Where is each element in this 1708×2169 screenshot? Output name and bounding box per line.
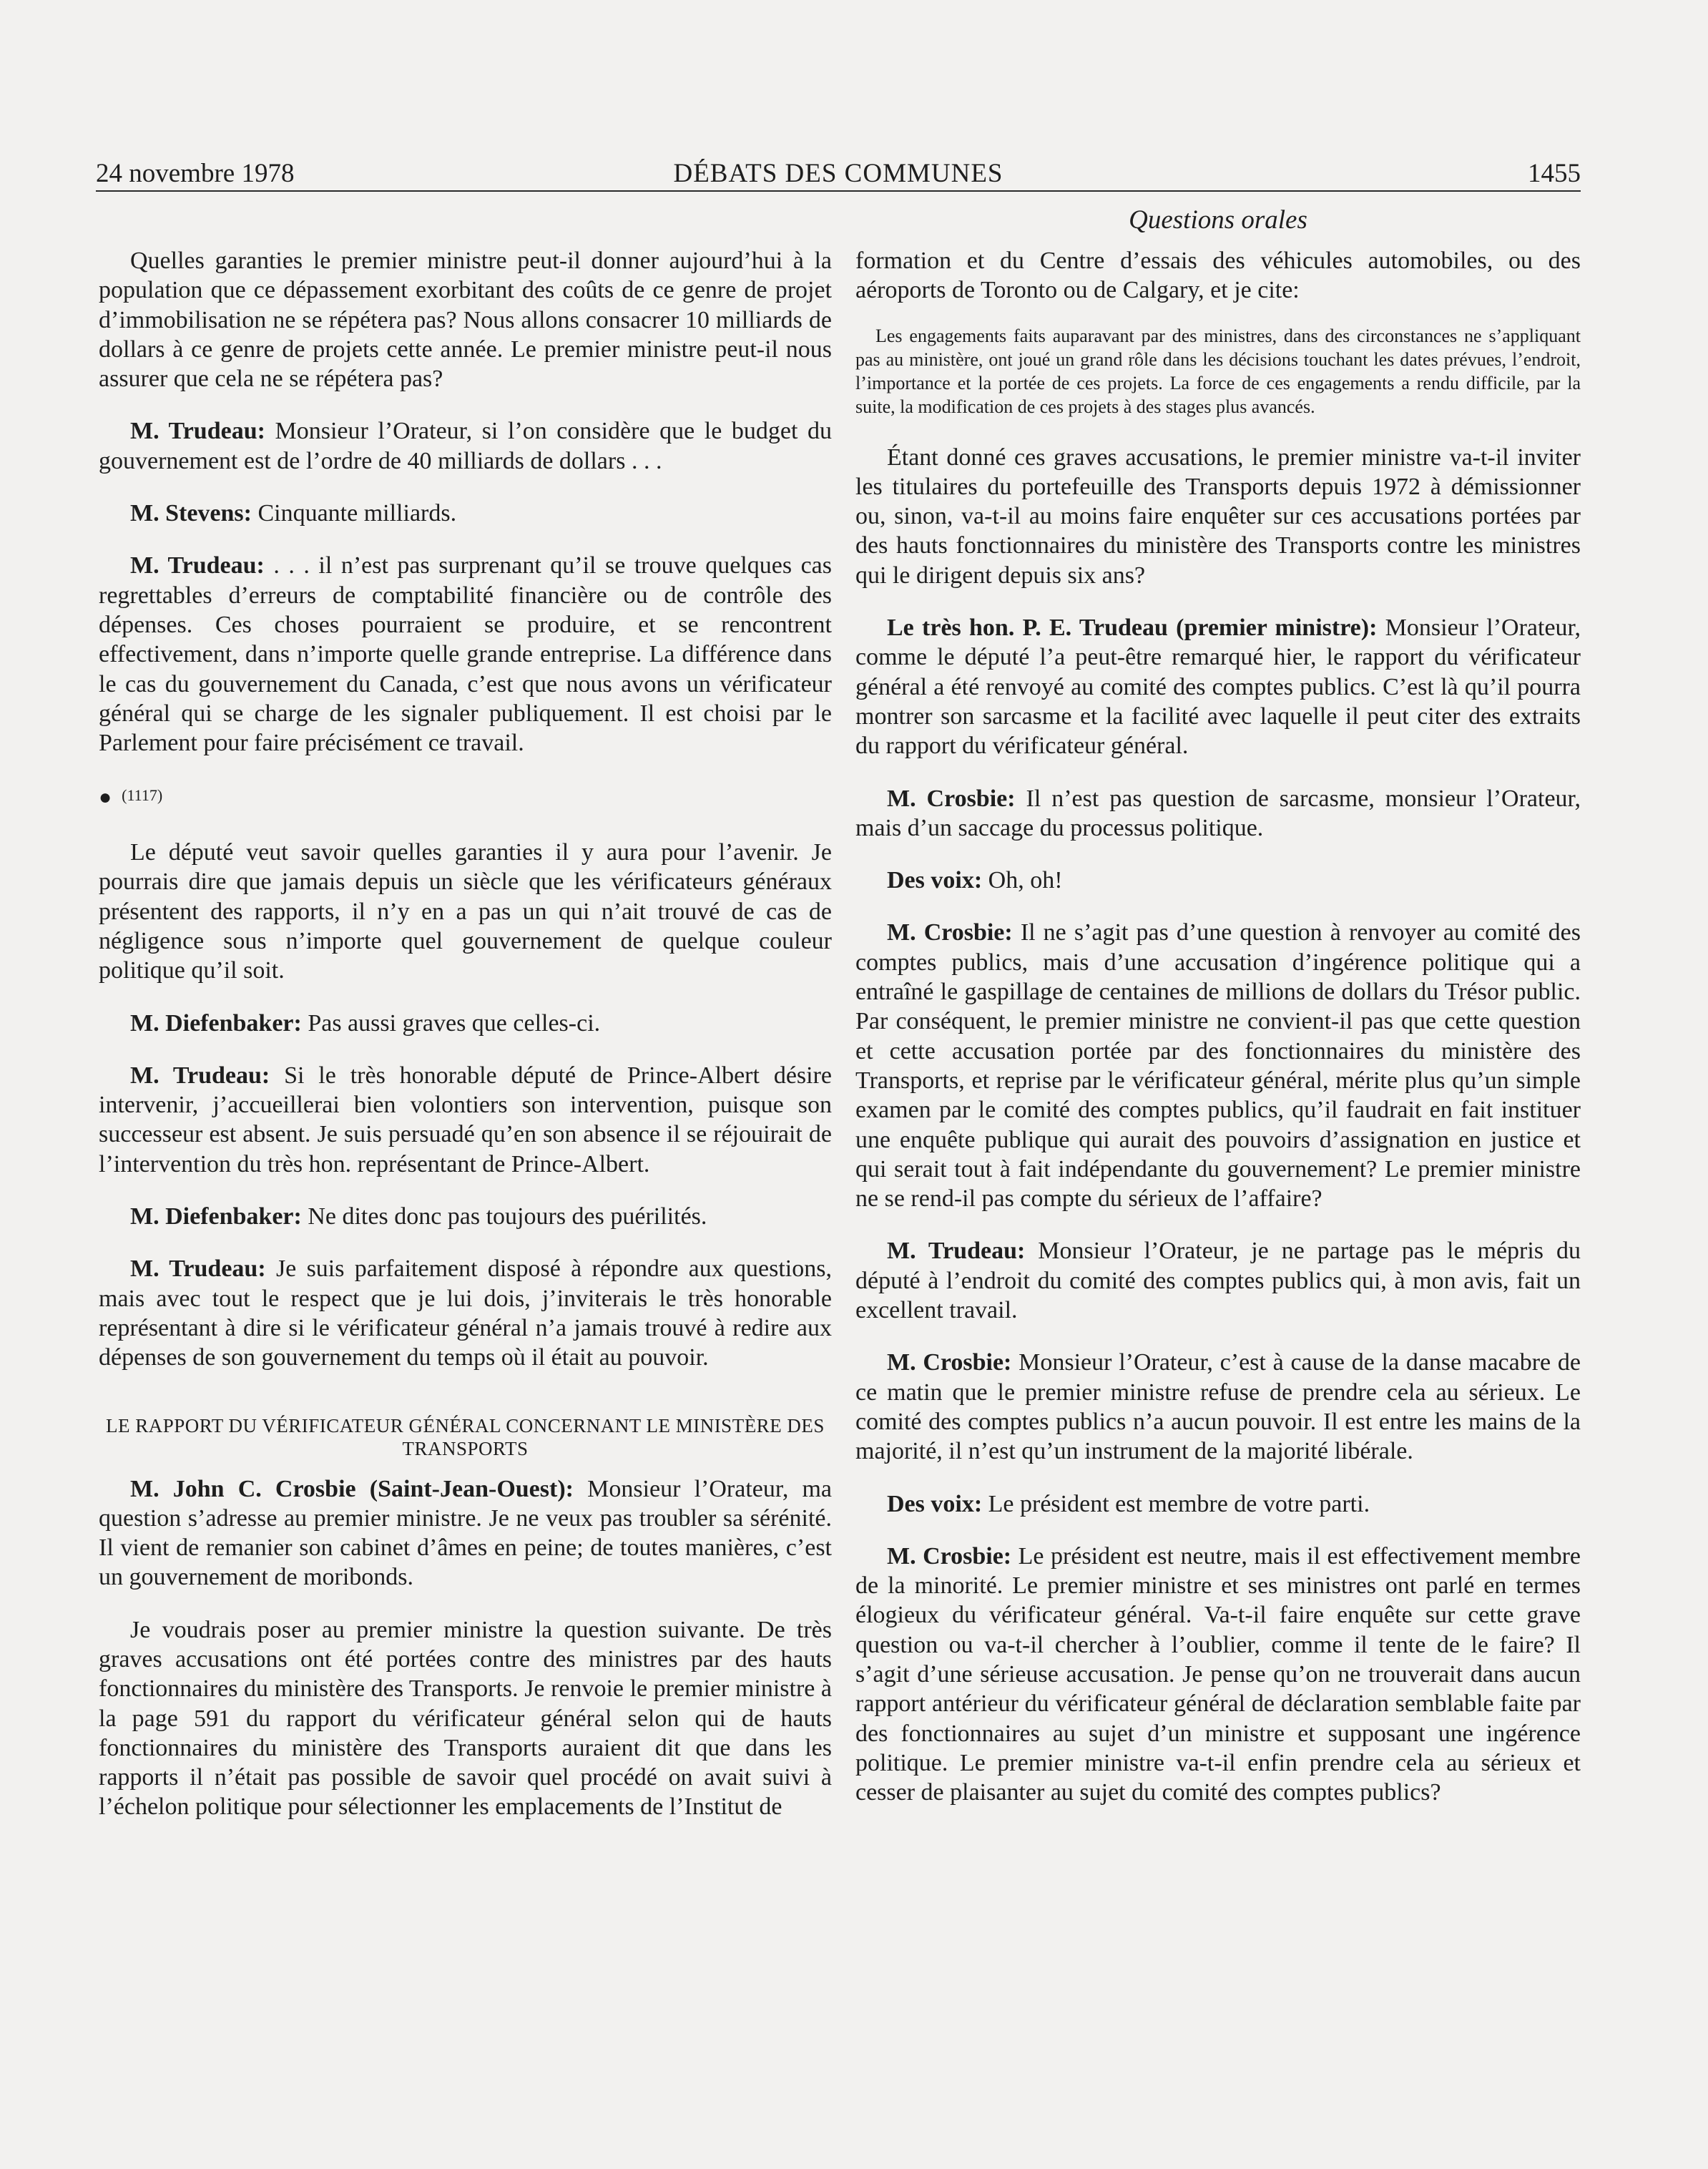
paragraph <box>99 551 832 758</box>
time-marker-text: (1117) <box>122 786 163 805</box>
section-title: Questions orales <box>1129 205 1307 235</box>
right-column <box>855 246 1581 1830</box>
speaker-name: Le très hon. P. E. Trudeau (premier ministre): <box>887 615 1378 642</box>
speaker-name: M. Crosbie: <box>887 1349 1012 1376</box>
header-title: DÉBATS DES COMMUNES <box>673 159 1003 188</box>
paragraph <box>855 1236 1581 1325</box>
paragraph <box>855 1489 1581 1519</box>
speech-text: Oh, oh! <box>982 867 1063 894</box>
bullet-icon: ● <box>99 785 112 809</box>
speaker-name: M. Trudeau: <box>130 1062 270 1089</box>
speaker-name: M. Diefenbaker: <box>130 1203 302 1230</box>
page-number: 1455 <box>1528 159 1581 188</box>
speaker-name: M. Crosbie: <box>887 785 1016 812</box>
paragraph: Étant donné ces graves accusations, le premier ministre va-t-il inviter les titulaires du portefeuille des Transports depuis 1972 à démissionner ou, sinon, va-t-il au moins faire enquêter sur ces accusations portées par des hauts fonctionnaires du ministère des Transports contre les ministres qui le dirigent depuis six ans? <box>855 444 1581 589</box>
header-date: 24 novembre 1978 <box>96 159 295 188</box>
speech-text: . . . il n’est pas surprenant qu’il se trouve quelques cas regrettables d’erreurs de comptabilité financière ou de contrôle des dépenses. Ces choses pourraient se produire, et se rencontrent effectivement, dans n’importe quelle grande entreprise. La différence dans le cas du gouvernement du Canada, c’est que nous avons un vérificateur général qui se charge de les signaler publiquement. Il est choisi par le Parlement pour faire précisément ce travail. <box>99 552 832 757</box>
paragraph <box>99 1254 832 1372</box>
paragraph <box>855 866 1581 895</box>
paragraph <box>855 613 1581 760</box>
speaker-name: M. Stevens: <box>130 500 252 527</box>
speaker-name: Des voix: <box>887 1490 983 1517</box>
paragraph: Quelles garanties le premier ministre peut-il donner aujourd’hui à la population que ce dépassement exorbitant des coûts de ce genre de projet d’immobilisation ne se répétera pas? Nous allons consacrer 10 milliards de dollars à ce genre de projets cette année. Le premier ministre peut-il nous assurer que cela ne se répétera pas? <box>99 248 832 393</box>
speech-text: Monsieur l’Orateur, si l’on considère que le budget du gouvernement est de l’ordre de 40 milliards de dollars . . . <box>99 418 832 474</box>
block-quote: Les engagements faits auparavant par des ministres, dans des circonstances ne s’appliquant pas au ministère, ont joué un grand rôle dans les décisions touchant les dates prévues, l’endroit, l’importance et la portée de ces projets. La force de ces engagements a rendu difficile, par la suite, la modification de ces projets à des stages plus avancés. <box>855 325 1581 417</box>
speech-text: Ne dites donc pas toujours des puérilités. <box>301 1203 707 1230</box>
speaker-name: M. Trudeau: <box>130 418 265 445</box>
speaker-name: M. Crosbie: <box>887 919 1013 946</box>
paragraph: Le député veut savoir quelles garanties il y aura pour l’avenir. Je pourrais dire que jamais depuis un siècle que les vérificateurs généraux présentent des rapports, il n’y en a pas un qui n’ait trouvé de cas de négligence sous n’importe quel gouvernement de quelque couleur politique qu’il soit. <box>99 839 832 984</box>
speaker-name: Des voix: <box>887 867 983 894</box>
paragraph <box>855 1542 1581 1808</box>
left-column <box>99 246 832 1845</box>
paragraph <box>855 918 1581 1213</box>
speech-text: Le président est neutre, mais il est effectivement membre de la minorité. Le premier ministre et ses ministres ont parlé en termes élogieux du vérificateur général. Va-t-il faire enquête sur cette grave question ou va-t-il chercher à l’oublier, comme il tente de le faire? Il s’agit d’une sérieuse accusation. Je pense qu’on ne trouverait dans aucun rapport antérieur du vérificateur général de déclaration semblable faite par des fonctionnaires au sujet d’un ministre et supposant une ingérence politique. Le premier ministre va-t-il enfin prendre cela au sérieux et cesser de plaisanter au sujet du comité des comptes publics? <box>855 1542 1581 1806</box>
speaker-name: M. Trudeau: <box>130 1255 266 1283</box>
page-header <box>96 150 1581 192</box>
paragraph <box>99 1009 832 1038</box>
time-marker <box>99 780 832 812</box>
speech-text: Il ne s’agit pas d’une question à renvoyer au comité des comptes publics, mais d’une accusation d’ingérence politique qui a entraîné le gaspillage de centaines de millions de dollars du Trésor public. Par conséquent, le premier ministre ne convient-il pas que cette question et cette accusation portée par des fonctionnaires du ministère des Transports, et reprise par le vérificateur général, mérite plus qu’un simple examen par le comité des comptes publics, qu’il faudrait en fait instituer une enquête publique qui aurait des pouvoirs d’assignation en justice et qui serait tout à fait indépendante du gouvernement? Le premier ministre ne se rend-il pas compte du sérieux de l’affaire? <box>855 919 1581 1213</box>
paragraph <box>99 499 832 528</box>
speaker-name: M. Trudeau: <box>887 1238 1026 1265</box>
speech-text: Le président est membre de votre parti. <box>982 1490 1370 1517</box>
paragraph: Je voudrais poser au premier ministre la question suivante. De très graves accusations ont été portées contre des ministres par des hauts fonctionnaires du ministère des Transports. Je renvoie le premier ministre à la page 591 du rapport du vérificateur général selon qui de hauts fonctionnaires du ministère des Transports auraient dit que dans les rapports il n’était pas possible de savoir quel procédé on avait suivi à l’échelon politique pour sélectionner les emplacements de l’Institut de <box>99 1616 832 1821</box>
speech-text: Monsieur l’Orateur, ma question s’adresse au premier ministre. Je ne veux pas troubler sa sérénité. Il vient de remanier son cabinet d’âmes en peine; de toutes manières, c’est un gouvernement de moribonds. <box>99 1475 833 1591</box>
section-heading: LE RAPPORT DU VÉRIFICATEUR GÉNÉRAL CONCERNANT LE MINISTÈRE DES TRANSPORTS <box>106 1414 825 1459</box>
paragraph <box>99 1202 832 1231</box>
speech-text: Si le très honorable député de Prince-Albert désire intervenir, j’accueillerai bien volontiers son intervention, puisque son successeur est absent. Je suis persuadé qu’en son absence il se réjouirait de l’intervention du très hon. représentant de Prince-Albert. <box>99 1062 832 1177</box>
speech-text: Pas aussi graves que celles-ci. <box>301 1009 601 1037</box>
speaker-name: M. Crosbie: <box>887 1542 1012 1570</box>
paragraph <box>855 784 1581 843</box>
speech-text: Monsieur l’Orateur, comme le député l’a peut-être remarqué hier, le rapport du vérificateur général a été renvoyé au comité des comptes publics. C’est là qu’il pourra montrer son sarcasme et la facilité avec laquelle il peut citer des extraits du rapport du vérificateur général. <box>855 615 1581 760</box>
speech-text: Il n’est pas question de sarcasme, monsieur l’Orateur, mais d’un saccage du processus politique. <box>855 785 1581 841</box>
paragraph: formation et du Centre d’essais des véhicules automobiles, ou des aéroports de Toronto ou de Calgary, et je cite: <box>855 248 1581 304</box>
paragraph <box>99 1061 832 1179</box>
speech-text: Je suis parfaitement disposé à répondre aux questions, mais avec tout le respect que je lui dois, j’inviterais le très honorable représentant à dire si le vérificateur général n’a jamais trouvé à redire aux dépenses de son gouvernement du temps où il était au pouvoir. <box>99 1255 832 1371</box>
paragraph <box>99 416 832 476</box>
speech-text: Monsieur l’Orateur, c’est à cause de la danse macabre de ce matin que le premier ministre refuse de prendre cela au sérieux. Le comité des comptes publics n’a aucun pouvoir. Il est entre les mains de la majorité, il n’est qu’un instrument de la majorité libérale. <box>855 1349 1581 1465</box>
paragraph <box>99 1474 832 1592</box>
speech-text: Monsieur l’Orateur, je ne partage pas le mépris du député à l’endroit du comité des comptes publics qui, à mon avis, fait un excellent travail. <box>855 1238 1581 1324</box>
speaker-name: M. John C. Crosbie (Saint-Jean-Ouest): <box>130 1475 574 1502</box>
speaker-name: M. Diefenbaker: <box>130 1009 302 1037</box>
paragraph <box>855 1348 1581 1466</box>
speaker-name: M. Trudeau: <box>130 552 265 579</box>
speech-text: Cinquante milliards. <box>251 500 457 527</box>
